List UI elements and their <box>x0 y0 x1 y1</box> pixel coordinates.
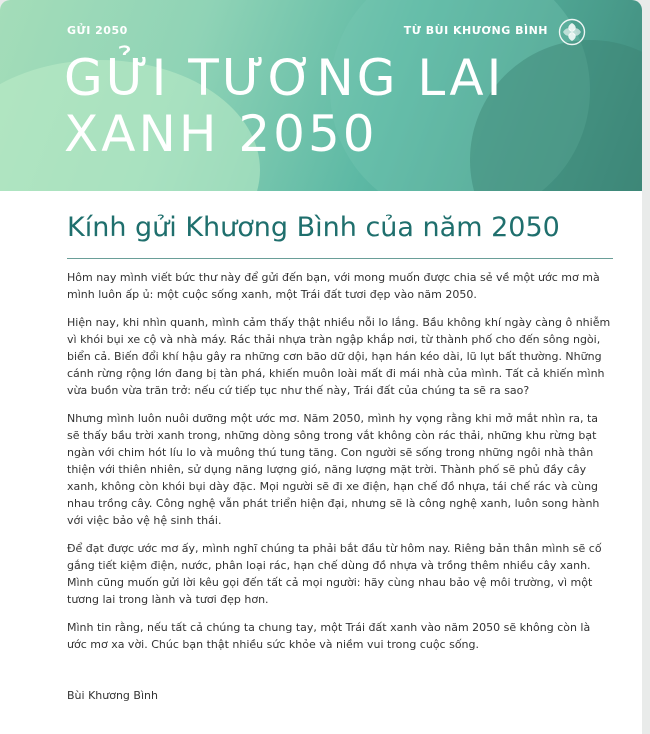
header-meta-right: TỪ BÙI KHƯƠNG BÌNH <box>403 24 548 37</box>
letter-paragraph: Mình tin rằng, nếu tất cả chúng ta chung tay, một Trái đất xanh vào năm 2050 sẽ không còn là ước mơ xa vời. Chúc bạn thật nhiều sức khỏe và niềm vui trong cuộc sống. <box>67 621 591 651</box>
leaf-swirl-icon <box>558 18 586 46</box>
divider <box>67 258 613 259</box>
letter-paragraph: Nhưng mình luôn nuôi dưỡng một ước mơ. Năm 2050, mình hy vọng rằng khi mở mắt nhìn ra, ta sẽ thấy bầu trời xanh trong, những dòng sông trong vắt không còn rác thải, những khu rừng bạt ngàn với chim hót líu lo và muông thú tung tăng. Con người sẽ sống trong những ngôi nhà thân thiện với thiên nhiên, sử dụng năng lượng gió, năng lượng mặt trời. Thành phố sẽ phủ đầy cây xanh, không còn khói bụi dày đặc. Mọi người sẽ đi xe điện, hạn chế đồ nhựa, tái chế rác và cùng nhau trồng cây. Công nghệ vẫn phát triển hiện đại, nhưng sẽ là công nghệ xanh, luôn song hành với việc bảo vệ hệ sinh thái. <box>67 412 600 527</box>
header-meta-left: GỬI 2050 <box>67 24 128 37</box>
letter-paragraph: Hiện nay, khi nhìn quanh, mình cảm thấy thật nhiều nỗi lo lắng. Bầu không khí ngày càng ô nhiễm vì khói bụi xe cộ và nhà máy. Rác thải nhựa tràn ngập khắp nơi, từ thành phố cho đến sông ngòi, biển cả. Biến đổi khí hậu gây ra những cơn bão dữ dội, hạn hán kéo dài, lũ lụt bất thường. Những cánh rừng rộng lớn đang bị tàn phá, khiến muôn loài mất đi mái nhà của mình. Tất cả khiến mình vừa buồn vừa trăn trở: nếu cứ tiếp tục như thế này, Trái đất của chúng ta sẽ ra sao? <box>67 316 611 397</box>
letter-paragraph: Hôm nay mình viết bức thư này để gửi đến bạn, với mong muốn được chia sẻ về một ước mơ mà mình luôn ấp ủ: một cuộc sống xanh, một Trái đất tươi đẹp vào năm 2050. <box>67 271 600 301</box>
letter-signature: Bùi Khương Bình <box>67 689 158 702</box>
page-title: GỬI TƯƠNG LAI XANH 2050 <box>64 49 505 163</box>
letter-paragraph: Để đạt được ước mơ ấy, mình nghĩ chúng ta phải bắt đầu từ hôm nay. Riêng bản thân mình sẽ cố gắng tiết kiệm điện, nước, phân loại rác, hạn chế dùng đồ nhựa và trồng thêm nhiều cây xanh. Mình cũng muốn gửi lời kêu gọi đến tất cả mọi người: hãy cùng nhau bảo vệ môi trường, vì một tương lai trong lành và tươi đẹp hơn. <box>67 542 602 606</box>
letter-greeting: Kính gửi Khương Bình của năm 2050 <box>67 212 560 243</box>
header-banner <box>0 0 642 191</box>
letter-body <box>67 208 613 704</box>
